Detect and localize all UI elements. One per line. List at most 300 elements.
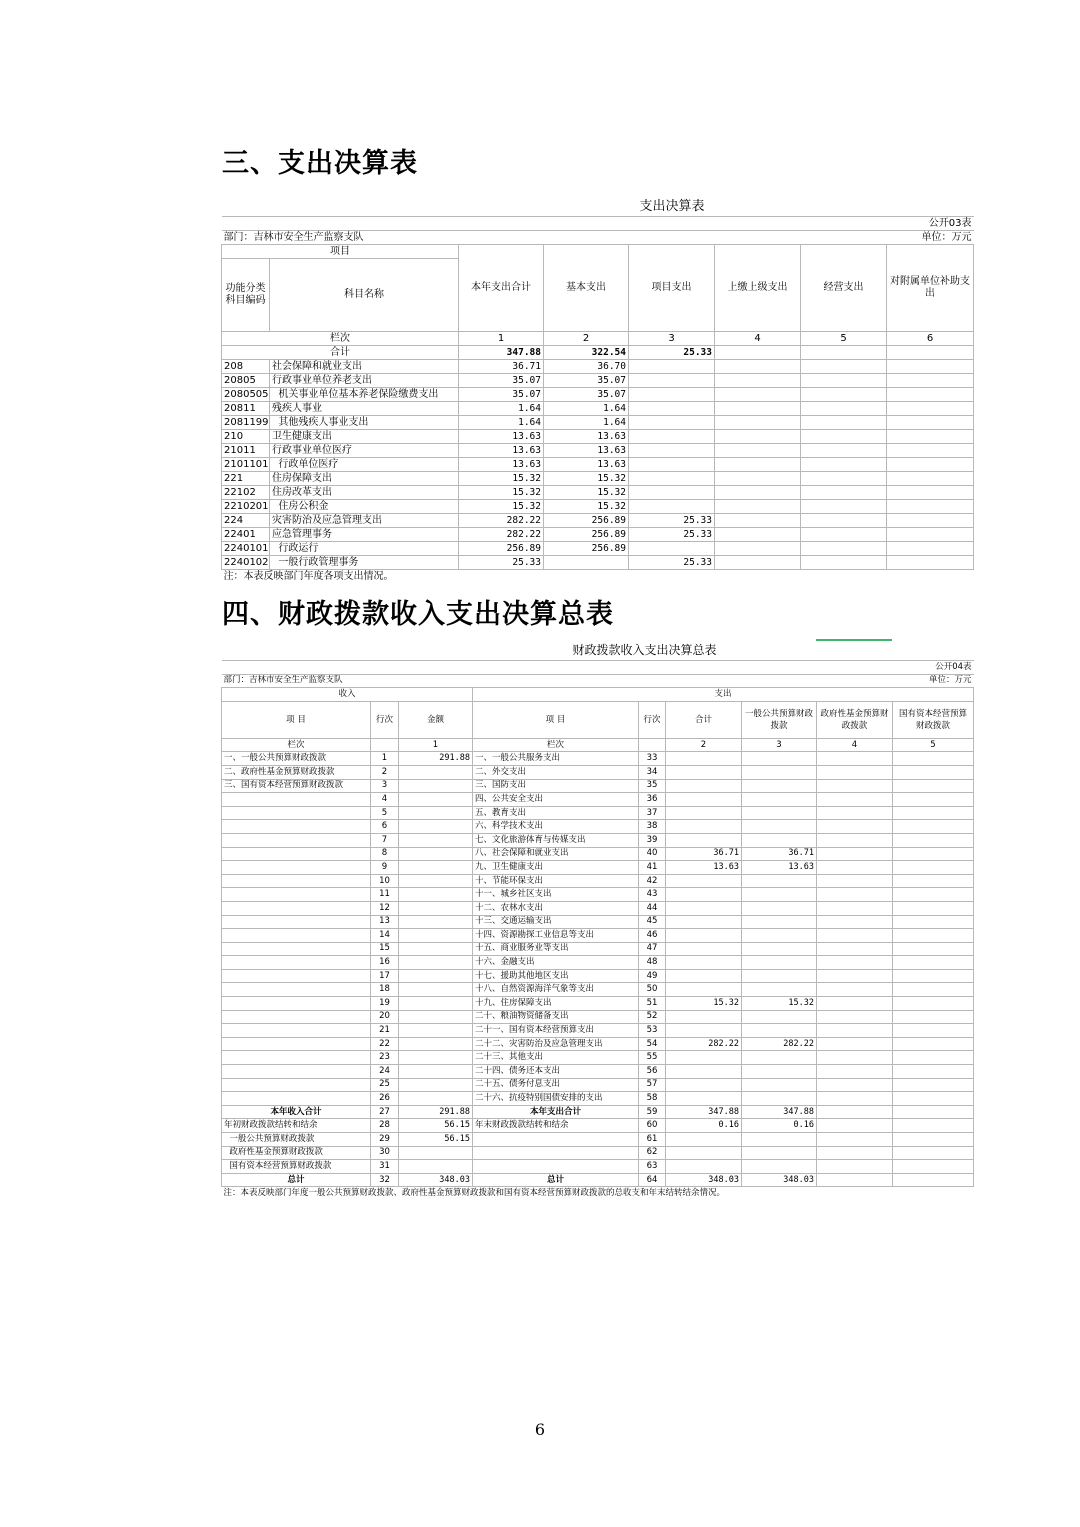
expense-total bbox=[666, 820, 742, 834]
project-expense-value bbox=[629, 430, 715, 444]
row-number: 39 bbox=[639, 833, 666, 847]
income-item bbox=[222, 874, 371, 888]
general-budget-amount: 0.16 bbox=[742, 1119, 817, 1133]
income-item bbox=[222, 806, 371, 820]
income-amount: 291.88 bbox=[399, 752, 473, 766]
col-header-project: 项目支出 bbox=[629, 245, 715, 332]
expense-total bbox=[666, 1010, 742, 1024]
project-expense-value bbox=[629, 458, 715, 472]
lanci-num: 6 bbox=[887, 332, 974, 346]
row-number: 5 bbox=[371, 806, 399, 820]
expense-total: 15.32 bbox=[666, 997, 742, 1011]
total-expense-value: 13.63 bbox=[459, 458, 544, 472]
row-number: 1 bbox=[371, 752, 399, 766]
empty-cell bbox=[893, 861, 974, 875]
row-number: 6 bbox=[371, 820, 399, 834]
section4-heading: 四、财政拨款收入支出决算总表 bbox=[222, 599, 614, 630]
table-row bbox=[222, 486, 974, 500]
lanci-num: 2 bbox=[544, 332, 629, 346]
table-row bbox=[222, 833, 974, 847]
table-note: 注：本表反映部门年度一般公共预算财政拨款、政府性基金预算财政拨款和国有资本经营预算财政拨款的总收支和年末结转结余情况。 bbox=[222, 1187, 974, 1200]
table-row bbox=[222, 820, 974, 834]
empty-cell bbox=[715, 556, 801, 570]
table-row bbox=[222, 1024, 974, 1038]
general-budget-amount bbox=[742, 793, 817, 807]
income-amount bbox=[399, 1024, 473, 1038]
amount: 347.88 bbox=[666, 1105, 742, 1119]
lanci-num: 4 bbox=[715, 332, 801, 346]
row-number: 27 bbox=[371, 1105, 399, 1119]
empty-cell bbox=[887, 500, 974, 514]
income-header: 收入 bbox=[222, 688, 473, 702]
table-row bbox=[222, 969, 974, 983]
project-expense-value bbox=[629, 402, 715, 416]
expense-item: 十六、金融支出 bbox=[473, 956, 639, 970]
income-rownum-header: 行次 bbox=[371, 701, 399, 738]
expense-item: 十九、住房保障支出 bbox=[473, 997, 639, 1011]
expense-item: 二十三、其他支出 bbox=[473, 1051, 639, 1065]
general-budget-amount bbox=[742, 983, 817, 997]
row-number: 31 bbox=[371, 1160, 399, 1174]
lanci-num: 3 bbox=[742, 738, 817, 752]
code-header: 功能分类科目编码 bbox=[222, 259, 270, 332]
row-number: 13 bbox=[371, 915, 399, 929]
income-item bbox=[222, 1092, 371, 1106]
state-capital-header: 国有资本经营预算财政拨款 bbox=[893, 701, 974, 738]
expense-item: 九、卫生健康支出 bbox=[473, 861, 639, 875]
lanci-label: 栏次 bbox=[222, 332, 459, 346]
empty-cell bbox=[817, 1065, 893, 1079]
table-row bbox=[222, 942, 974, 956]
empty-cell bbox=[893, 1092, 974, 1106]
basic-expense-value: 13.63 bbox=[544, 444, 629, 458]
subject-code: 224 bbox=[222, 514, 270, 528]
empty-cell bbox=[893, 929, 974, 943]
empty-cell bbox=[893, 956, 974, 970]
subject-name: 应急管理事务 bbox=[270, 528, 459, 542]
expense-item: 十四、资源勘探工业信息等支出 bbox=[473, 929, 639, 943]
row-number: 54 bbox=[639, 1037, 666, 1051]
income-amount bbox=[399, 765, 473, 779]
empty-cell bbox=[715, 402, 801, 416]
row-number: 36 bbox=[639, 793, 666, 807]
expense-item: 二十五、债务付息支出 bbox=[473, 1078, 639, 1092]
row-number: 42 bbox=[639, 874, 666, 888]
expense-item: 三、国防支出 bbox=[473, 779, 639, 793]
col-header-subsidy: 对附属单位补助支出 bbox=[887, 245, 974, 332]
row-number: 17 bbox=[371, 969, 399, 983]
expense-item: 二十四、债务还本支出 bbox=[473, 1065, 639, 1079]
row-number: 33 bbox=[639, 752, 666, 766]
row-number: 44 bbox=[639, 901, 666, 915]
project-expense-value bbox=[629, 500, 715, 514]
empty-cell bbox=[887, 556, 974, 570]
row-number: 30 bbox=[371, 1146, 399, 1160]
form-code: 公开04表 bbox=[222, 661, 974, 675]
empty-cell bbox=[715, 444, 801, 458]
expense-item: 年末财政拨款结转和结余 bbox=[473, 1119, 639, 1133]
basic-expense-value: 35.07 bbox=[544, 388, 629, 402]
general-budget-amount bbox=[742, 1078, 817, 1092]
subject-code: 20811 bbox=[222, 402, 270, 416]
table-row bbox=[222, 1160, 974, 1174]
empty-cell bbox=[715, 374, 801, 388]
row-number: 38 bbox=[639, 820, 666, 834]
project-expense-value bbox=[629, 388, 715, 402]
general-budget-amount bbox=[742, 888, 817, 902]
table-row bbox=[222, 360, 974, 374]
income-item: 国有资本经营预算财政拨款 bbox=[222, 1160, 371, 1174]
lanci-label: 栏次 bbox=[222, 738, 371, 752]
income-item: 一般公共预算财政拨款 bbox=[222, 1133, 371, 1147]
row-number: 28 bbox=[371, 1119, 399, 1133]
expense-item: 十一、城乡社区支出 bbox=[473, 888, 639, 902]
subject-code: 20805 bbox=[222, 374, 270, 388]
general-budget-amount bbox=[742, 1160, 817, 1174]
table-row bbox=[222, 416, 974, 430]
col-header-basic: 基本支出 bbox=[544, 245, 629, 332]
general-budget-header: 一般公共预算财政拨款 bbox=[742, 701, 817, 738]
general-budget-amount bbox=[742, 874, 817, 888]
income-amount bbox=[399, 1160, 473, 1174]
income-amount bbox=[399, 997, 473, 1011]
total-value bbox=[887, 346, 974, 360]
empty-cell bbox=[817, 956, 893, 970]
table-row bbox=[222, 861, 974, 875]
empty-cell bbox=[715, 388, 801, 402]
expense-item: 七、文化旅游体育与传媒支出 bbox=[473, 833, 639, 847]
amount: 348.03 bbox=[399, 1173, 473, 1187]
empty-cell bbox=[887, 444, 974, 458]
expense-item: 五、教育支出 bbox=[473, 806, 639, 820]
income-amount bbox=[399, 956, 473, 970]
table-row bbox=[222, 929, 974, 943]
lanci-num: 1 bbox=[459, 332, 544, 346]
expense-item: 八、社会保障和就业支出 bbox=[473, 847, 639, 861]
empty-cell bbox=[715, 360, 801, 374]
project-expense-value bbox=[629, 472, 715, 486]
income-item: 年初财政拨款结转和结余 bbox=[222, 1119, 371, 1133]
general-budget-amount bbox=[742, 1092, 817, 1106]
general-budget-amount bbox=[742, 779, 817, 793]
general-budget-amount: 15.32 bbox=[742, 997, 817, 1011]
project-expense-value: 25.33 bbox=[629, 556, 715, 570]
col-header-business: 经营支出 bbox=[801, 245, 887, 332]
basic-expense-value: 13.63 bbox=[544, 430, 629, 444]
row-number: 50 bbox=[639, 983, 666, 997]
subject-code: 2080505 bbox=[222, 388, 270, 402]
income-amount bbox=[399, 969, 473, 983]
subject-name: 住房公积金 bbox=[270, 500, 459, 514]
expense-total bbox=[666, 942, 742, 956]
row-number: 15 bbox=[371, 942, 399, 956]
income-item bbox=[222, 888, 371, 902]
row-number: 51 bbox=[639, 997, 666, 1011]
general-budget-amount bbox=[742, 1010, 817, 1024]
expense-total bbox=[666, 915, 742, 929]
expense-total bbox=[666, 956, 742, 970]
project-expense-value bbox=[629, 444, 715, 458]
empty-cell bbox=[817, 915, 893, 929]
empty-cell bbox=[887, 458, 974, 472]
empty-cell bbox=[893, 806, 974, 820]
expense-item: 十八、自然资源海洋气象等支出 bbox=[473, 983, 639, 997]
empty-cell bbox=[715, 528, 801, 542]
row-number: 12 bbox=[371, 901, 399, 915]
empty-cell bbox=[887, 416, 974, 430]
table-row bbox=[222, 388, 974, 402]
row-number: 62 bbox=[639, 1146, 666, 1160]
empty-cell bbox=[893, 1010, 974, 1024]
empty-cell bbox=[715, 430, 801, 444]
expense-item: 一、一般公共服务支出 bbox=[473, 752, 639, 766]
expense-total bbox=[666, 806, 742, 820]
row-number: 48 bbox=[639, 956, 666, 970]
lanci-num: 5 bbox=[893, 738, 974, 752]
expense-item: 十三、交通运输支出 bbox=[473, 915, 639, 929]
table-row bbox=[222, 752, 974, 766]
income-item-header: 项 目 bbox=[222, 701, 371, 738]
income-amount bbox=[399, 1078, 473, 1092]
row-number: 34 bbox=[639, 765, 666, 779]
income-item bbox=[222, 1078, 371, 1092]
general-budget-amount bbox=[742, 956, 817, 970]
expense-item bbox=[473, 1146, 639, 1160]
lanci-label: 栏次 bbox=[473, 738, 639, 752]
expense-total bbox=[666, 793, 742, 807]
empty-cell bbox=[887, 486, 974, 500]
empty-cell bbox=[801, 402, 887, 416]
row-number: 58 bbox=[639, 1092, 666, 1106]
subject-code: 2210201 bbox=[222, 500, 270, 514]
year-expense-total-label: 本年支出合计 bbox=[473, 1105, 639, 1119]
expense-total bbox=[666, 1146, 742, 1160]
empty-cell bbox=[817, 874, 893, 888]
expense-header: 支出 bbox=[473, 688, 974, 702]
row-number: 64 bbox=[639, 1173, 666, 1187]
expense-total: 13.63 bbox=[666, 861, 742, 875]
total-value bbox=[715, 346, 801, 360]
general-budget-amount bbox=[742, 942, 817, 956]
total-expense-value: 35.07 bbox=[459, 374, 544, 388]
amount: 291.88 bbox=[399, 1105, 473, 1119]
table-row bbox=[222, 1092, 974, 1106]
page-number: 6 bbox=[534, 1420, 546, 1439]
income-amount: 56.15 bbox=[399, 1133, 473, 1147]
lanci-num: 2 bbox=[666, 738, 742, 752]
expense-total bbox=[666, 1133, 742, 1147]
expense-total bbox=[666, 833, 742, 847]
form-code: 公开03表 bbox=[222, 217, 974, 231]
general-budget-amount bbox=[742, 1024, 817, 1038]
lanci-num: 1 bbox=[399, 738, 473, 752]
expense-item: 二十、粮油物资储备支出 bbox=[473, 1010, 639, 1024]
empty-cell bbox=[893, 1146, 974, 1160]
empty-cell bbox=[801, 542, 887, 556]
empty-cell bbox=[893, 1078, 974, 1092]
empty-cell bbox=[715, 500, 801, 514]
table-row bbox=[222, 806, 974, 820]
expense-total bbox=[666, 1092, 742, 1106]
table-row bbox=[222, 1037, 974, 1051]
row-number: 7 bbox=[371, 833, 399, 847]
empty-cell bbox=[817, 997, 893, 1011]
row-number: 35 bbox=[639, 779, 666, 793]
table-row bbox=[222, 528, 974, 542]
unit-label: 单位：万元 bbox=[639, 674, 974, 688]
expense-item: 十、节能环保支出 bbox=[473, 874, 639, 888]
empty-cell bbox=[801, 416, 887, 430]
income-amount bbox=[399, 874, 473, 888]
row-number: 49 bbox=[639, 969, 666, 983]
amount: 347.88 bbox=[742, 1105, 817, 1119]
row-number: 55 bbox=[639, 1051, 666, 1065]
amount: 348.03 bbox=[742, 1173, 817, 1187]
table-row bbox=[222, 901, 974, 915]
department-label: 部门：吉林市安全生产监察支队 bbox=[222, 674, 639, 688]
basic-expense-value: 1.64 bbox=[544, 416, 629, 430]
empty-cell bbox=[715, 542, 801, 556]
expense-total bbox=[666, 983, 742, 997]
empty-cell bbox=[801, 374, 887, 388]
empty-cell bbox=[893, 779, 974, 793]
income-item bbox=[222, 956, 371, 970]
table-row bbox=[222, 458, 974, 472]
subject-name: 其他残疾人事业支出 bbox=[270, 416, 459, 430]
expense-item: 二十六、抗疫特别国债安排的支出 bbox=[473, 1092, 639, 1106]
col-header-total: 本年支出合计 bbox=[459, 245, 544, 332]
row-number: 63 bbox=[639, 1160, 666, 1174]
empty-cell bbox=[715, 514, 801, 528]
basic-expense-value: 15.32 bbox=[544, 472, 629, 486]
income-amount bbox=[399, 1092, 473, 1106]
empty-cell bbox=[887, 528, 974, 542]
expense-total bbox=[666, 1051, 742, 1065]
table-row bbox=[222, 1133, 974, 1147]
row-number: 23 bbox=[371, 1051, 399, 1065]
subject-name: 社会保障和就业支出 bbox=[270, 360, 459, 374]
total-expense-value: 15.32 bbox=[459, 472, 544, 486]
empty-cell bbox=[817, 765, 893, 779]
basic-expense-value: 15.32 bbox=[544, 500, 629, 514]
expense-total bbox=[666, 1160, 742, 1174]
subject-name: 住房改革支出 bbox=[270, 486, 459, 500]
total-expense-value: 15.32 bbox=[459, 500, 544, 514]
general-budget-amount bbox=[742, 915, 817, 929]
empty-cell bbox=[715, 472, 801, 486]
name-header: 科目名称 bbox=[270, 259, 459, 332]
row-number: 29 bbox=[371, 1133, 399, 1147]
income-amount bbox=[399, 1037, 473, 1051]
table-row bbox=[222, 997, 974, 1011]
row-number: 52 bbox=[639, 1010, 666, 1024]
subject-name: 机关事业单位基本养老保险缴费支出 bbox=[270, 388, 459, 402]
row-number: 25 bbox=[371, 1078, 399, 1092]
basic-expense-value bbox=[544, 556, 629, 570]
expense-item: 十五、商业服务业等支出 bbox=[473, 942, 639, 956]
empty-cell bbox=[887, 388, 974, 402]
empty-cell bbox=[817, 1078, 893, 1092]
table-row bbox=[222, 444, 974, 458]
income-amount bbox=[399, 1051, 473, 1065]
empty-cell bbox=[817, 1092, 893, 1106]
table-row bbox=[222, 765, 974, 779]
empty-cell bbox=[893, 1024, 974, 1038]
empty-cell bbox=[893, 997, 974, 1011]
empty-cell bbox=[887, 472, 974, 486]
row-number: 56 bbox=[639, 1065, 666, 1079]
lanci-num: 5 bbox=[801, 332, 887, 346]
empty-cell bbox=[801, 528, 887, 542]
year-income-total-label: 本年收入合计 bbox=[222, 1105, 371, 1119]
subject-name: 一般行政管理事务 bbox=[270, 556, 459, 570]
subject-name: 行政运行 bbox=[270, 542, 459, 556]
subject-name: 卫生健康支出 bbox=[270, 430, 459, 444]
empty-cell bbox=[817, 793, 893, 807]
empty-cell bbox=[715, 458, 801, 472]
table-row bbox=[222, 472, 974, 486]
table-row bbox=[222, 915, 974, 929]
table-row bbox=[222, 1010, 974, 1024]
amount: 348.03 bbox=[666, 1173, 742, 1187]
table-row bbox=[222, 374, 974, 388]
table-row bbox=[222, 874, 974, 888]
gov-fund-header: 政府性基金预算财政拨款 bbox=[817, 701, 893, 738]
empty-cell bbox=[801, 500, 887, 514]
project-expense-value: 25.33 bbox=[629, 528, 715, 542]
basic-expense-value: 36.70 bbox=[544, 360, 629, 374]
total-value: 25.33 bbox=[629, 346, 715, 360]
income-amount bbox=[399, 942, 473, 956]
income-amount bbox=[399, 888, 473, 902]
empty-cell bbox=[893, 888, 974, 902]
empty-cell bbox=[817, 888, 893, 902]
project-expense-value bbox=[629, 542, 715, 556]
grand-total-label: 总计 bbox=[222, 1173, 371, 1187]
row-number: 45 bbox=[639, 915, 666, 929]
income-item bbox=[222, 1065, 371, 1079]
table-row bbox=[222, 500, 974, 514]
empty-cell bbox=[887, 374, 974, 388]
empty-cell bbox=[893, 915, 974, 929]
expense-total-header: 合计 bbox=[666, 701, 742, 738]
income-amount bbox=[399, 806, 473, 820]
row-number: 59 bbox=[639, 1105, 666, 1119]
project-expense-value bbox=[629, 374, 715, 388]
subject-name: 残疾人事业 bbox=[270, 402, 459, 416]
empty-cell bbox=[817, 806, 893, 820]
total-expense-value: 25.33 bbox=[459, 556, 544, 570]
income-amount bbox=[399, 779, 473, 793]
empty-cell bbox=[817, 942, 893, 956]
income-item bbox=[222, 1037, 371, 1051]
expense-total bbox=[666, 901, 742, 915]
income-item: 一、一般公共预算财政拨款 bbox=[222, 752, 371, 766]
row-number: 37 bbox=[639, 806, 666, 820]
expense-total: 0.16 bbox=[666, 1119, 742, 1133]
income-item bbox=[222, 861, 371, 875]
subject-code: 210 bbox=[222, 430, 270, 444]
row-number: 61 bbox=[639, 1133, 666, 1147]
subject-code: 2240102 bbox=[222, 556, 270, 570]
empty-cell bbox=[817, 1146, 893, 1160]
general-budget-amount bbox=[742, 833, 817, 847]
row-number: 57 bbox=[639, 1078, 666, 1092]
income-amount bbox=[399, 915, 473, 929]
income-amount bbox=[399, 983, 473, 997]
expense-item bbox=[473, 1133, 639, 1147]
income-amount: 56.15 bbox=[399, 1119, 473, 1133]
